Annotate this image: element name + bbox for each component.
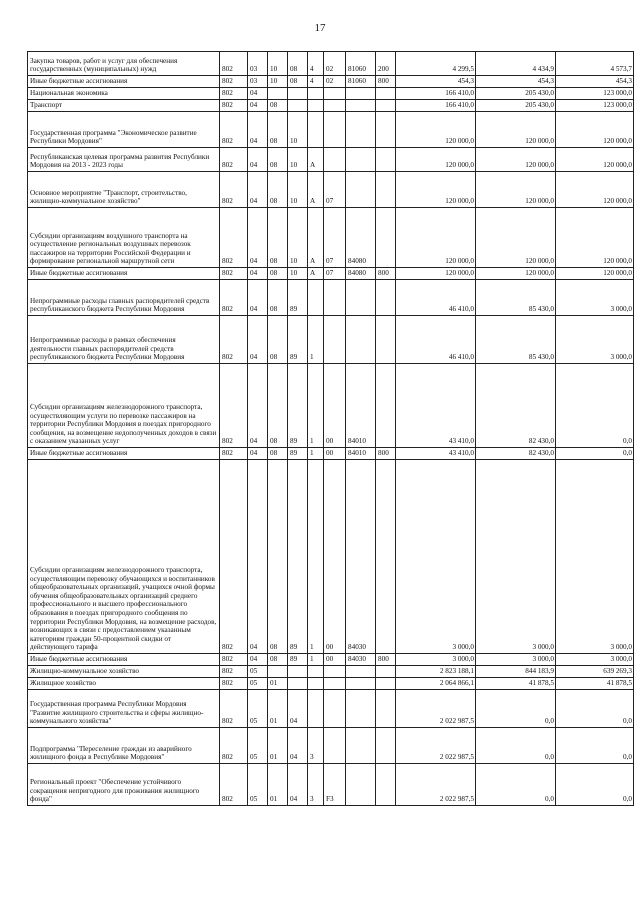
subprogram-code: А xyxy=(308,172,324,208)
amount-year-3: 120 000,0 xyxy=(556,268,634,280)
table-row xyxy=(28,316,634,364)
amount-year-3: 3 000,0 xyxy=(556,316,634,364)
amount-year-2: 85 430,0 xyxy=(476,316,556,364)
expense-type-code: 800 xyxy=(376,76,396,88)
subsection-code: 08 xyxy=(268,280,288,316)
program-code: 10 xyxy=(288,208,308,268)
section-code: 04 xyxy=(248,316,268,364)
direction-code xyxy=(346,88,376,100)
ministry-code: 802 xyxy=(220,364,248,448)
event-code xyxy=(324,148,346,172)
expense-type-code: 800 xyxy=(376,448,396,460)
budget-item-name: Республиканская целевая программа развития Республики Мордовия на 2013 - 2023 годы xyxy=(28,148,220,172)
amount-year-2: 41 878,5 xyxy=(476,678,556,690)
subprogram-code xyxy=(308,280,324,316)
amount-year-3: 639 269,3 xyxy=(556,666,634,678)
amount-year-1: 43 410,0 xyxy=(396,364,476,448)
ministry-code: 802 xyxy=(220,172,248,208)
amount-year-3: 0,0 xyxy=(556,690,634,728)
amount-year-1: 2 064 866,1 xyxy=(396,678,476,690)
subprogram-code: А xyxy=(308,268,324,280)
ministry-code: 802 xyxy=(220,654,248,666)
amount-year-3: 120 000,0 xyxy=(556,208,634,268)
subprogram-code: 3 xyxy=(308,764,324,806)
amount-year-1: 454,3 xyxy=(396,76,476,88)
amount-year-1: 2 022 987,5 xyxy=(396,690,476,728)
subprogram-code: 4 xyxy=(308,52,324,76)
amount-year-1: 46 410,0 xyxy=(396,316,476,364)
section-code: 04 xyxy=(248,280,268,316)
amount-year-2: 0,0 xyxy=(476,764,556,806)
amount-year-2: 844 183,9 xyxy=(476,666,556,678)
amount-year-3: 123 000,0 xyxy=(556,88,634,100)
program-code: 89 xyxy=(288,448,308,460)
program-code: 10 xyxy=(288,112,308,148)
amount-year-1: 166 410,0 xyxy=(396,88,476,100)
table-row xyxy=(28,208,634,268)
table-row xyxy=(28,172,634,208)
subprogram-code xyxy=(308,88,324,100)
amount-year-3: 3 000,0 xyxy=(556,460,634,654)
expense-type-code: 200 xyxy=(376,52,396,76)
budget-table xyxy=(27,51,634,806)
ministry-code: 802 xyxy=(220,112,248,148)
ministry-code: 802 xyxy=(220,690,248,728)
section-code: 04 xyxy=(248,88,268,100)
amount-year-3: 120 000,0 xyxy=(556,112,634,148)
amount-year-1: 166 410,0 xyxy=(396,100,476,112)
program-code: 04 xyxy=(288,690,308,728)
amount-year-3: 120 000,0 xyxy=(556,172,634,208)
direction-code xyxy=(346,690,376,728)
ministry-code: 802 xyxy=(220,666,248,678)
table-row xyxy=(28,112,634,148)
budget-item-name: Иные бюджетные ассигнования xyxy=(28,654,220,666)
direction-code xyxy=(346,100,376,112)
amount-year-1: 120 000,0 xyxy=(396,208,476,268)
subprogram-code xyxy=(308,100,324,112)
budget-item-name: Транспорт xyxy=(28,100,220,112)
program-code: 10 xyxy=(288,148,308,172)
direction-code xyxy=(346,728,376,764)
subsection-code: 08 xyxy=(268,208,288,268)
program-code: 10 xyxy=(288,172,308,208)
amount-year-2: 3 000,0 xyxy=(476,460,556,654)
ministry-code: 802 xyxy=(220,100,248,112)
table-row xyxy=(28,88,634,100)
direction-code xyxy=(346,112,376,148)
direction-code xyxy=(346,666,376,678)
ministry-code: 802 xyxy=(220,268,248,280)
ministry-code: 802 xyxy=(220,52,248,76)
subsection-code xyxy=(268,666,288,678)
expense-type-code xyxy=(376,148,396,172)
budget-item-name: Государственная программа Республики Мордовия "Развитие жилищного строительства и сферы жилищно-коммунального хозяйства" xyxy=(28,690,220,728)
amount-year-1: 3 000,0 xyxy=(396,460,476,654)
amount-year-2: 0,0 xyxy=(476,690,556,728)
subsection-code: 01 xyxy=(268,764,288,806)
subprogram-code xyxy=(308,690,324,728)
budget-item-name: Субсидии организациям железнодорожного транспорта, осуществляющим услуги по перевозке пассажиров на территории Республики Мордовия в поездах пригородного сообщения, на возмещение недополученных доходов в связи с оказанием указанных услуг xyxy=(28,364,220,448)
subsection-code xyxy=(268,88,288,100)
amount-year-1: 120 000,0 xyxy=(396,112,476,148)
event-code: 00 xyxy=(324,364,346,448)
section-code: 04 xyxy=(248,112,268,148)
expense-type-code: 800 xyxy=(376,268,396,280)
amount-year-2: 4 434,9 xyxy=(476,52,556,76)
subprogram-code xyxy=(308,112,324,148)
program-code: 08 xyxy=(288,76,308,88)
event-code: 00 xyxy=(324,654,346,666)
amount-year-3: 3 000,0 xyxy=(556,280,634,316)
subsection-code: 10 xyxy=(268,76,288,88)
budget-item-name: Основное мероприятие "Транспорт, строительство, жилищно-коммунальное хозяйство" xyxy=(28,172,220,208)
amount-year-1: 4 299,5 xyxy=(396,52,476,76)
expense-type-code xyxy=(376,764,396,806)
section-code: 04 xyxy=(248,208,268,268)
expense-type-code xyxy=(376,460,396,654)
amount-year-2: 120 000,0 xyxy=(476,148,556,172)
budget-item-name: Национальная экономика xyxy=(28,88,220,100)
amount-year-2: 120 000,0 xyxy=(476,112,556,148)
program-code xyxy=(288,666,308,678)
event-code: 02 xyxy=(324,76,346,88)
expense-type-code xyxy=(376,88,396,100)
amount-year-1: 46 410,0 xyxy=(396,280,476,316)
event-code xyxy=(324,88,346,100)
ministry-code: 802 xyxy=(220,148,248,172)
direction-code: 81060 xyxy=(346,52,376,76)
ministry-code: 802 xyxy=(220,280,248,316)
budget-item-name: Жилищное хозяйство xyxy=(28,678,220,690)
event-code xyxy=(324,666,346,678)
table-row xyxy=(28,690,634,728)
subsection-code: 08 xyxy=(268,316,288,364)
ministry-code: 802 xyxy=(220,316,248,364)
amount-year-2: 82 430,0 xyxy=(476,364,556,448)
budget-item-name: Подпрограмма "Переселение граждан из аварийного жилищного фонда в Республике Мордовия" xyxy=(28,728,220,764)
section-code: 04 xyxy=(248,654,268,666)
program-code: 89 xyxy=(288,364,308,448)
direction-code: 84010 xyxy=(346,364,376,448)
subsection-code: 08 xyxy=(268,460,288,654)
amount-year-3: 120 000,0 xyxy=(556,148,634,172)
direction-code: 84010 xyxy=(346,448,376,460)
expense-type-code xyxy=(376,100,396,112)
section-code: 04 xyxy=(248,268,268,280)
subprogram-code: 1 xyxy=(308,316,324,364)
section-code: 03 xyxy=(248,52,268,76)
expense-type-code xyxy=(376,666,396,678)
amount-year-3: 123 000,0 xyxy=(556,100,634,112)
expense-type-code xyxy=(376,364,396,448)
budget-item-name: Субсидии организациям воздушного транспорта на осуществление региональных воздушных перевозок пассажиров на территории Российской Федерации и формирование региональной маршрутной сети xyxy=(28,208,220,268)
subprogram-code: 1 xyxy=(308,460,324,654)
subsection-code: 08 xyxy=(268,172,288,208)
direction-code xyxy=(346,764,376,806)
table-row xyxy=(28,460,634,654)
event-code xyxy=(324,728,346,764)
section-code: 04 xyxy=(248,148,268,172)
table-row xyxy=(28,666,634,678)
event-code xyxy=(324,112,346,148)
amount-year-3: 0,0 xyxy=(556,728,634,764)
amount-year-3: 0,0 xyxy=(556,448,634,460)
event-code: 00 xyxy=(324,460,346,654)
section-code: 04 xyxy=(248,460,268,654)
expense-type-code xyxy=(376,316,396,364)
direction-code: 81060 xyxy=(346,76,376,88)
table-row xyxy=(28,448,634,460)
ministry-code: 802 xyxy=(220,764,248,806)
subprogram-code xyxy=(308,678,324,690)
expense-type-code: 800 xyxy=(376,654,396,666)
budget-item-name: Иные бюджетные ассигнования xyxy=(28,76,220,88)
subprogram-code: 1 xyxy=(308,364,324,448)
subsection-code: 01 xyxy=(268,728,288,764)
direction-code: 84080 xyxy=(346,208,376,268)
budget-item-name: Жилищно-коммунальное хозяйство xyxy=(28,666,220,678)
table-row xyxy=(28,364,634,448)
amount-year-1: 2 823 188,1 xyxy=(396,666,476,678)
table-row xyxy=(28,268,634,280)
expense-type-code xyxy=(376,208,396,268)
table-body xyxy=(28,52,634,806)
subsection-code: 08 xyxy=(268,100,288,112)
budget-item-name: Иные бюджетные ассигнования xyxy=(28,448,220,460)
event-code: 07 xyxy=(324,208,346,268)
amount-year-1: 2 022 987,5 xyxy=(396,764,476,806)
event-code xyxy=(324,100,346,112)
expense-type-code xyxy=(376,112,396,148)
table-row xyxy=(28,148,634,172)
direction-code: 84080 xyxy=(346,268,376,280)
section-code: 05 xyxy=(248,678,268,690)
direction-code: 84030 xyxy=(346,460,376,654)
direction-code: 84030 xyxy=(346,654,376,666)
expense-type-code xyxy=(376,172,396,208)
subsection-code: 10 xyxy=(268,52,288,76)
amount-year-1: 3 000,0 xyxy=(396,654,476,666)
ministry-code: 802 xyxy=(220,76,248,88)
expense-type-code xyxy=(376,728,396,764)
event-code: 00 xyxy=(324,448,346,460)
amount-year-2: 205 430,0 xyxy=(476,88,556,100)
ministry-code: 802 xyxy=(220,678,248,690)
table-row xyxy=(28,100,634,112)
table-row xyxy=(28,52,634,76)
section-code: 05 xyxy=(248,764,268,806)
amount-year-2: 120 000,0 xyxy=(476,268,556,280)
amount-year-1: 43 410,0 xyxy=(396,448,476,460)
subprogram-code: А xyxy=(308,208,324,268)
program-code: 08 xyxy=(288,52,308,76)
subprogram-code: 3 xyxy=(308,728,324,764)
section-code: 04 xyxy=(248,100,268,112)
amount-year-1: 120 000,0 xyxy=(396,148,476,172)
table-row xyxy=(28,654,634,666)
subprogram-code: 1 xyxy=(308,654,324,666)
amount-year-2: 3 000,0 xyxy=(476,654,556,666)
amount-year-2: 120 000,0 xyxy=(476,172,556,208)
direction-code xyxy=(346,172,376,208)
amount-year-2: 82 430,0 xyxy=(476,448,556,460)
amount-year-1: 120 000,0 xyxy=(396,172,476,208)
subsection-code: 08 xyxy=(268,268,288,280)
event-code: 07 xyxy=(324,268,346,280)
subsection-code: 08 xyxy=(268,448,288,460)
budget-item-name: Непрограммные расходы в рамках обеспечения деятельности главных распорядителей средств республиканского бюджета Республики Мордовия xyxy=(28,316,220,364)
direction-code xyxy=(346,678,376,690)
table-row xyxy=(28,678,634,690)
amount-year-2: 454,3 xyxy=(476,76,556,88)
program-code: 89 xyxy=(288,280,308,316)
section-code: 04 xyxy=(248,364,268,448)
program-code: 89 xyxy=(288,654,308,666)
section-code: 04 xyxy=(248,172,268,208)
section-code: 05 xyxy=(248,666,268,678)
ministry-code: 802 xyxy=(220,460,248,654)
page-number: 17 xyxy=(314,22,326,34)
budget-item-name: Иные бюджетные ассигнования xyxy=(28,268,220,280)
amount-year-1: 120 000,0 xyxy=(396,268,476,280)
program-code xyxy=(288,88,308,100)
amount-year-2: 0,0 xyxy=(476,728,556,764)
amount-year-3: 0,0 xyxy=(556,364,634,448)
ministry-code: 802 xyxy=(220,208,248,268)
direction-code xyxy=(346,316,376,364)
budget-item-name: Региональный проект "Обеспечение устойчивого сокращения непригодного для проживания жилищного фонда" xyxy=(28,764,220,806)
subsection-code: 01 xyxy=(268,690,288,728)
subsection-code: 08 xyxy=(268,364,288,448)
event-code: F3 xyxy=(324,764,346,806)
section-code: 05 xyxy=(248,728,268,764)
event-code xyxy=(324,678,346,690)
budget-item-name: Непрограммные расходы главных распорядителей средств республиканского бюджета Республики Мордовия xyxy=(28,280,220,316)
event-code: 07 xyxy=(324,172,346,208)
budget-item-name: Государственная программа "Экономическое развитие Республики Мордовия" xyxy=(28,112,220,148)
amount-year-3: 0,0 xyxy=(556,764,634,806)
ministry-code: 802 xyxy=(220,448,248,460)
program-code xyxy=(288,678,308,690)
program-code: 04 xyxy=(288,728,308,764)
subprogram-code: А xyxy=(308,148,324,172)
table-row xyxy=(28,76,634,88)
expense-type-code xyxy=(376,690,396,728)
program-code: 10 xyxy=(288,268,308,280)
event-code xyxy=(324,316,346,364)
event-code: 02 xyxy=(324,52,346,76)
amount-year-1: 2 022 987,5 xyxy=(396,728,476,764)
subprogram-code xyxy=(308,666,324,678)
ministry-code: 802 xyxy=(220,728,248,764)
budget-item-name: Закупка товаров, работ и услуг для обеспечения государственных (муниципальных) нужд xyxy=(28,52,220,76)
amount-year-3: 4 573,7 xyxy=(556,52,634,76)
program-code xyxy=(288,100,308,112)
amount-year-3: 454,3 xyxy=(556,76,634,88)
budget-item-name: Субсидии организациям железнодорожного транспорта, осуществляющим перевозку обучающихся и воспитанников общеобразовательных организаций, учащихся очной формы обучения общеобразовательных организаций среднего профессионального и высшего профессионального образования в поездах пригородного сообщения по территории Республики Мордовия, на возмещение расходов, возникающих в связи с предоставлением указанным категориям граждан 50-процентной скидки от действующего тарифа xyxy=(28,460,220,654)
program-code: 89 xyxy=(288,460,308,654)
section-code: 04 xyxy=(248,448,268,460)
program-code: 04 xyxy=(288,764,308,806)
subsection-code: 08 xyxy=(268,112,288,148)
expense-type-code xyxy=(376,678,396,690)
event-code xyxy=(324,690,346,728)
table-row xyxy=(28,728,634,764)
event-code xyxy=(324,280,346,316)
amount-year-2: 120 000,0 xyxy=(476,208,556,268)
amount-year-2: 205 430,0 xyxy=(476,100,556,112)
amount-year-2: 85 430,0 xyxy=(476,280,556,316)
ministry-code: 802 xyxy=(220,88,248,100)
amount-year-3: 41 878,5 xyxy=(556,678,634,690)
amount-year-3: 3 000,0 xyxy=(556,654,634,666)
program-code: 89 xyxy=(288,316,308,364)
section-code: 05 xyxy=(248,690,268,728)
expense-type-code xyxy=(376,280,396,316)
subsection-code: 08 xyxy=(268,654,288,666)
subsection-code: 08 xyxy=(268,148,288,172)
section-code: 03 xyxy=(248,76,268,88)
subsection-code: 01 xyxy=(268,678,288,690)
table-row xyxy=(28,280,634,316)
direction-code xyxy=(346,148,376,172)
direction-code xyxy=(346,280,376,316)
subprogram-code: 1 xyxy=(308,448,324,460)
table-row xyxy=(28,764,634,806)
subprogram-code: 4 xyxy=(308,76,324,88)
